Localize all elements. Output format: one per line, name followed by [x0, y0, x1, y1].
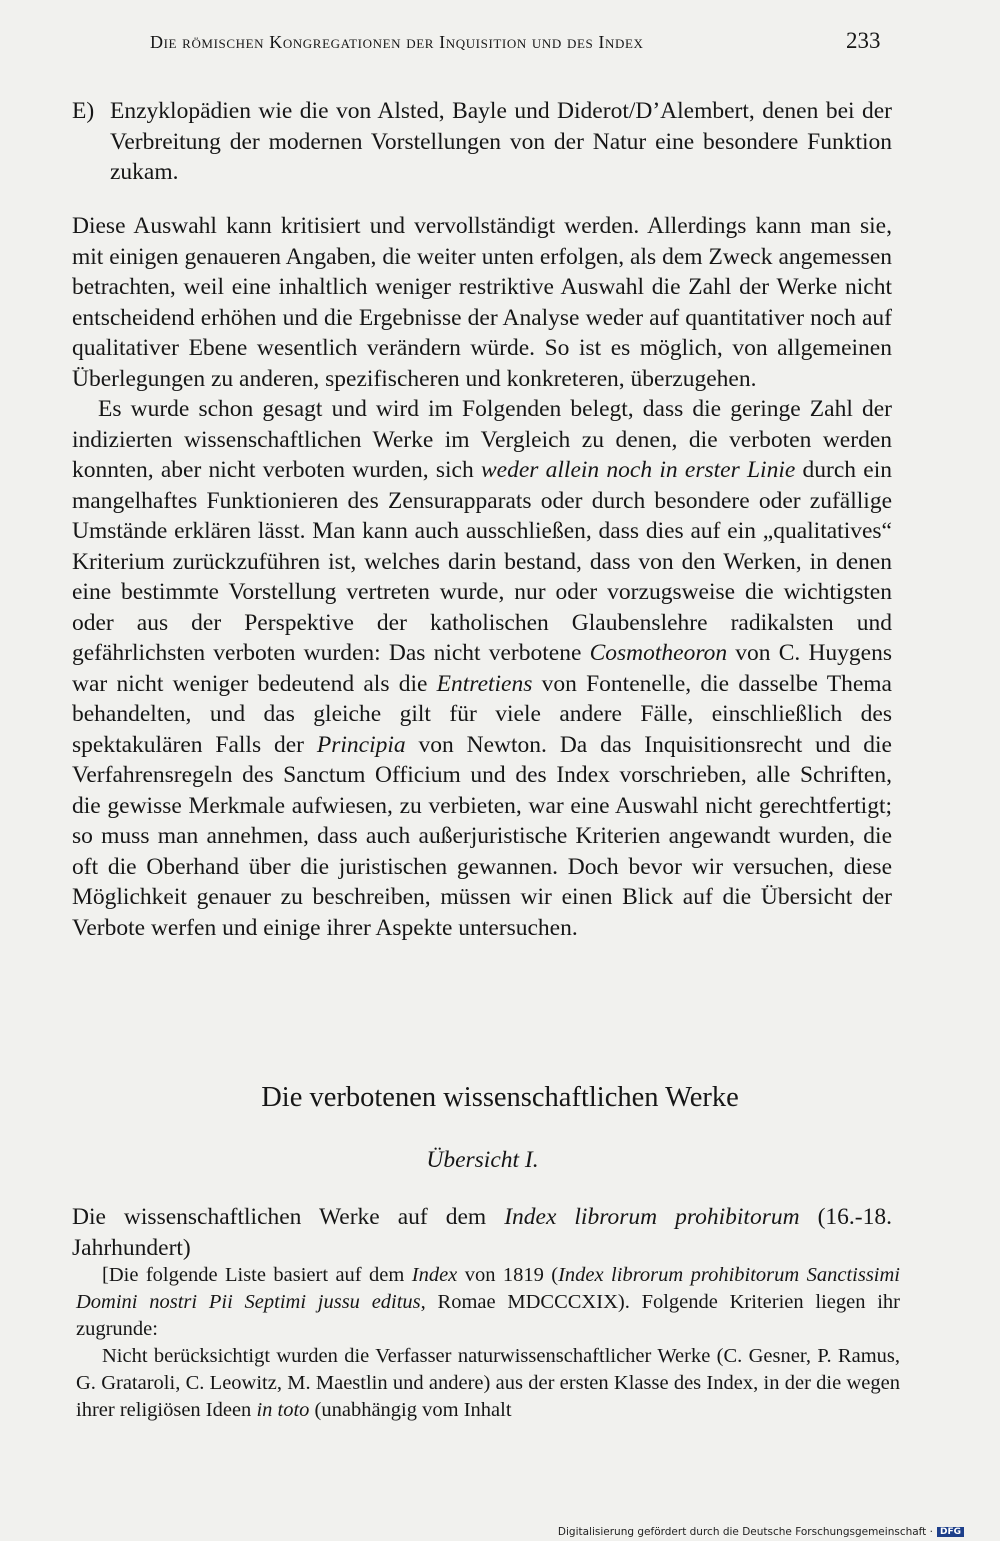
section-heading: Die verbotenen wissenschaftlichen Werke	[261, 1082, 739, 1113]
digitization-footer	[558, 1526, 964, 1538]
body-text	[72, 211, 892, 943]
enumeration-letter: E)	[72, 98, 95, 124]
overview-title: Übersicht I.	[426, 1147, 539, 1173]
dfg-logo: DFG	[937, 1527, 964, 1537]
note-paragraph-1: [Die folgende Liste basiert auf dem Index von 1819 (Index librorum prohibitorum Sanctissimi Domini nostri Pii Septimi jussu editus, Romae MDCCCXIX). Folgende Kriterien liegen ihr zugrunde:	[76, 1264, 901, 1340]
editorial-notes	[76, 1262, 900, 1424]
note-paragraph-2: Nicht berücksichtigt wurden die Verfasser naturwissenschaftlicher Werke (C. Gesner, P. Ramus, G. Grataroli, C. Leowitz, M. Maestlin und andere) aus der ersten Klasse des Index, in der die wegen ihrer religiösen Ideen in toto (unabhängig vom Inhalt	[76, 1345, 900, 1421]
index-title: Index librorum prohibitorum	[504, 1204, 800, 1230]
table-caption: Die wissenschaftlichen Werke auf dem Index librorum prohibitorum (16.-18. Jahrhundert)	[72, 1204, 892, 1261]
book-title-entretiens: Entretiens	[436, 670, 533, 697]
emphasis-text: weder allein noch in erster Linie	[480, 457, 796, 483]
footer-text: Digitalisierung gefördert durch die Deutsche Forschungsgemeinschaft ·	[557, 1526, 933, 1538]
page-number: 233	[846, 28, 881, 53]
enumeration-text: Enzyklopädien wie die von Alsted, Bayle und Diderot/D’Alembert, denen bei der Verbreitung der modernen Vorstellungen von der Natur eine besondere Funktion zukam.	[110, 98, 892, 185]
book-title-principia: Principia	[316, 731, 406, 758]
paragraph-2: Es wurde schon gesagt und wird im Folgenden belegt, dass die geringe Zahl der indizierten wissenschaftlichen Werke im Vergleich zu denen, die verboten werden konnten, aber nicht verboten wurden, sich weder allein noch in erster Linie durch ein mangelhaftes Funktionieren des Zensurapparats oder durch besondere oder zufällige Umstände erklären lässt. Man kann auch ausschließen, dass dies auf ein „qualitatives“ Kriterium zurückzuführen ist, welches darin bestand, dass von den Werken, in denen eine bestimmte Vorstellung vertreten wurde, nur oder vorzugsweise die wichtigsten oder aus der Perspektive der katholischen Glaubenslehre radikalsten und gefährlichsten verboten wurden: Das nicht verbotene Cosmotheoron von C. Huygens war nicht weniger bedeutend als die Entretiens von Fontenelle, die dasselbe Thema behandelten, und das gleiche gilt für viele andere Fälle, einschließlich des spektakulären Falls der Principia von Newton. Da das Inquisitionsrecht und die Verfahrensregeln des Sanctum Officium und des Index vorschrieben, alle Schriften, die gewisse Merkmale aufwiesen, zu verbieten, war eine Auswahl nicht gerechtfertigt; so muss man annehmen, dass auch außerjuristische Kriterien angewandt wurden, die oft die Oberhand über die juristischen gewannen. Doch bevor wir versuchen, diese Möglichkeit genauer zu beschreiben, müssen wir einen Blick auf die Übersicht der Verbote werfen und einige ihrer Aspekte untersuchen.	[72, 396, 893, 941]
book-title-cosmotheoron: Cosmotheoron	[589, 640, 728, 666]
paragraph-1: Diese Auswahl kann kritisiert und vervollständigt werden. Allerdings kann man sie, mit einigen genaueren Angaben, die weiter unten erfolgen, als dem Zweck angemessen betrachten, weil eine inhaltlich weniger restriktive Auswahl die Zahl der Werke nicht entscheidend erhöhen und die Ergebnisse der Analyse weder auf quantitativer noch auf qualitativer Ebene wesentlich verändern würde. So ist es möglich, von allgemeinen Überlegungen zu anderen, spezifischeren und konkreteren, überzugehen.	[72, 213, 892, 392]
enumeration-item-e	[72, 96, 892, 188]
running-head: Die römischen Kongregationen der Inquisition und des Index	[150, 32, 644, 52]
index-full-title: Index librorum prohibitorum Sanctissimi Domini nostri Pii Septimi jussu editus	[76, 1264, 900, 1313]
